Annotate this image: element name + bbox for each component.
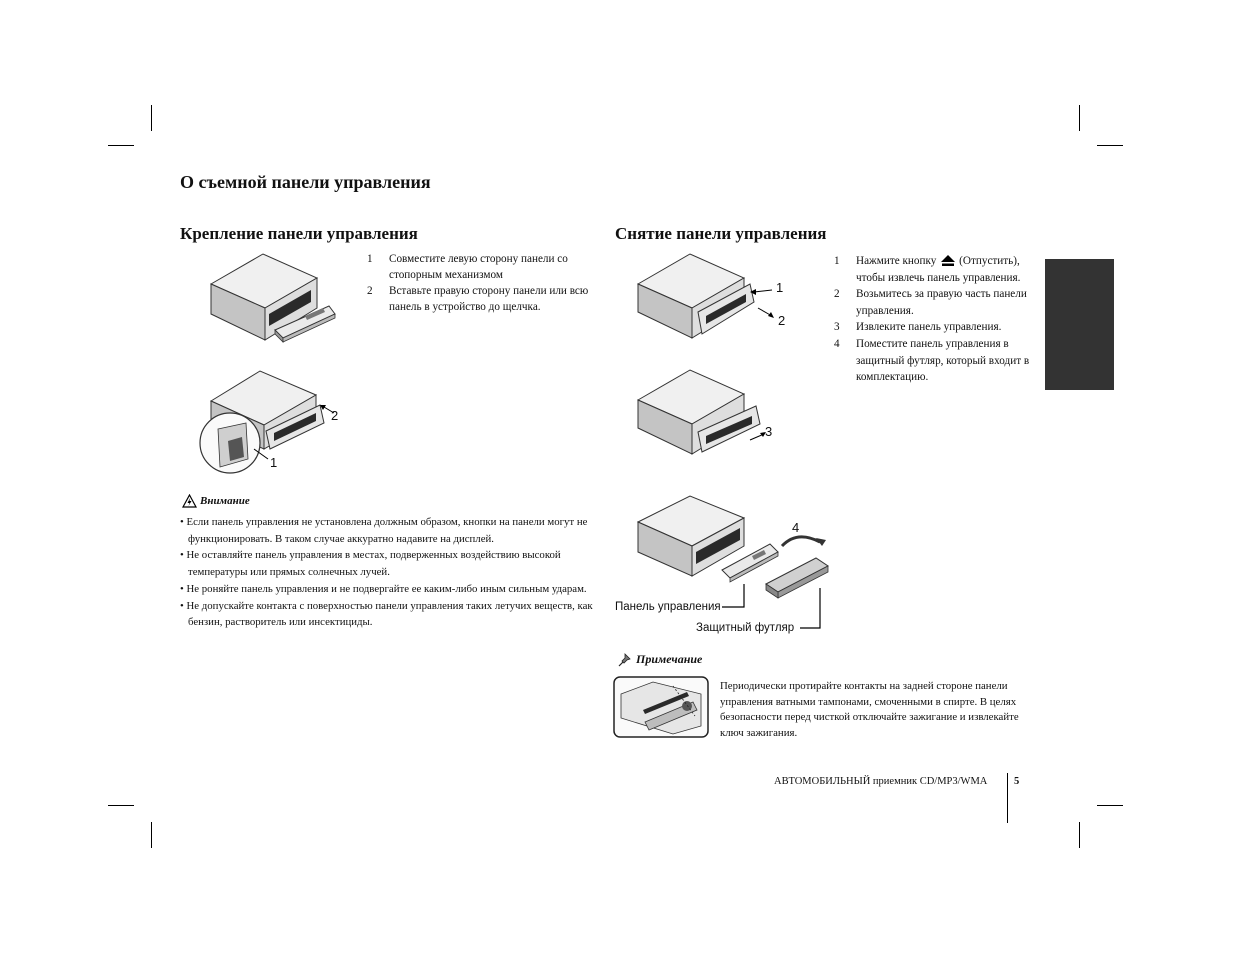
crop-mark xyxy=(108,805,134,806)
warning-list xyxy=(180,514,600,631)
list-item: 1 Нажмите кнопку (Отпустить), чтобы извлечь панель управления. xyxy=(834,255,1021,284)
crop-mark xyxy=(1079,822,1080,848)
list-item: 1 Совместите левую сторону панели со стопорным механизмом xyxy=(367,253,568,281)
note-illustration xyxy=(613,676,709,738)
crop-mark xyxy=(151,105,152,131)
footer-divider xyxy=(1007,773,1008,823)
callout-number: 2 xyxy=(778,313,786,328)
pushpin-icon xyxy=(618,653,632,667)
attach-steps xyxy=(367,251,595,315)
remove-illustration-1 xyxy=(632,250,782,345)
callout-number: 2 xyxy=(331,408,339,423)
list-item: • Не оставляйте панель управления в местах, подверженных воздействию высокой температуры или прямых солнечных лучей. xyxy=(180,547,600,580)
crop-mark xyxy=(108,145,134,146)
panel-label: Панель управления xyxy=(615,601,721,613)
crop-mark xyxy=(1079,105,1080,131)
callout-number: 4 xyxy=(792,520,800,535)
warning-heading: Внимание xyxy=(182,494,250,508)
note-text: Периодически протирайте контакты на задней стороне панели управления ватными тампонами, смоченными в спирте. В целях безопасности перед чисткой отключайте зажигание и извлекайте ключ зажигания. xyxy=(720,680,1019,739)
page-number: 5 xyxy=(1014,776,1020,787)
remove-heading: Снятие панели управления xyxy=(615,224,827,243)
remove-illustration-2 xyxy=(632,366,782,461)
page-title: О съемной панели управления xyxy=(180,172,431,192)
eject-icon xyxy=(940,254,956,268)
list-item: • Если панель управления не установлена должным образом, кнопки на панели могут не функционировать. В таком случае аккуратно надавите на дисплей. xyxy=(180,514,600,547)
case-label: Защитный футляр xyxy=(696,622,795,634)
list-item: 2 Вставьте правую сторону панели или всю панель в устройство до щелчка. xyxy=(367,285,589,313)
list-item: • Не допускайте контакта с поверхностью панели управления таких летучих веществ, как бензин, растворитель или инсектициды. xyxy=(180,598,600,631)
attach-illustration-1 xyxy=(205,250,345,350)
list-item: 2 Возьмитесь за правую часть панели управления. xyxy=(834,288,1027,317)
footer-text: АВТОМОБИЛЬНЫЙ приемник CD/MP3/WMA xyxy=(774,776,988,787)
attach-heading: Крепление панели управления xyxy=(180,224,418,243)
list-item: 3 Извлеките панель управления. xyxy=(834,321,1002,334)
callout-number: 1 xyxy=(776,280,784,295)
callout-number: 3 xyxy=(765,424,773,439)
list-item: • Не роняйте панель управления и не подвергайте ее каким-либо иным сильным ударам. xyxy=(180,581,600,598)
crop-mark xyxy=(151,822,152,848)
remove-steps xyxy=(834,253,1034,386)
lightning-triangle-icon xyxy=(182,494,197,508)
note-heading: Примечание xyxy=(618,652,702,667)
callout-number: 1 xyxy=(270,455,278,470)
list-item: 4 Поместите панель управления в защитный футляр, который входит в комплектацию. xyxy=(834,337,1030,384)
section-tab xyxy=(1045,259,1114,390)
crop-mark xyxy=(1097,145,1123,146)
crop-mark xyxy=(1097,805,1123,806)
